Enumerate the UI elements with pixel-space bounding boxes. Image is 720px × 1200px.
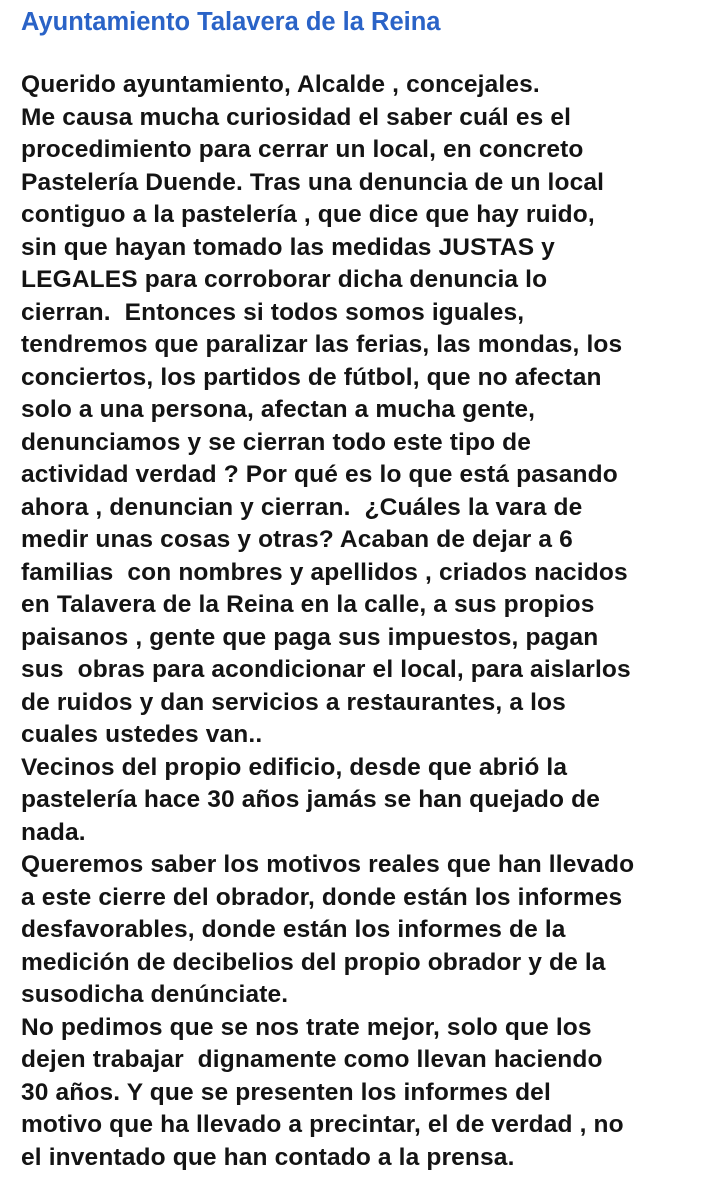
post-line: LEGALES para corroborar dicha denuncia lo [21, 266, 548, 293]
post-line: medición de decibelios del propio obrador y de la [21, 948, 606, 976]
post-line: conciertos, los partidos de fútbol, que no afectan [21, 363, 602, 391]
post-line: paisanos , gente que paga sus impuestos, pagan [21, 623, 599, 651]
post-line: en Talavera de la Reina en la calle, a sus propios [21, 591, 595, 618]
post-line: Pastelería Duende. Tras una denuncia de un local [21, 168, 605, 196]
post-line: procedimiento para cerrar un local, en concreto [21, 136, 584, 163]
post-line: de ruidos y dan servicios a restaurantes, a los [21, 688, 566, 716]
post-line: familias con nombres y apellidos , criados nacidos [21, 558, 628, 586]
post-line: dejen trabajar dignamente como llevan haciendo [21, 1046, 603, 1073]
post-line: Vecinos del propio edificio, desde que abrió la [21, 753, 568, 781]
post-title[interactable]: Ayuntamiento Talavera de la Reina [21, 8, 441, 36]
post-line: cierran. Entonces si todos somos iguales, [21, 298, 525, 326]
post-line: ahora , denuncian y cierran. ¿Cuáles la vara de [21, 493, 583, 521]
post-line: No pedimos que se nos trate mejor, solo que los [21, 1013, 592, 1041]
post-line: Querido ayuntamiento, Alcalde , concejales. [21, 71, 540, 98]
post-line: contiguo a la pastelería , que dice que hay ruido, [21, 201, 595, 228]
post-line: Me causa mucha curiosidad el saber cuál es el [21, 103, 572, 131]
post-line: pastelería hace 30 años jamás se han quejado de [21, 786, 600, 813]
post-body [21, 69, 711, 1174]
post-line: Queremos saber los motivos reales que han llevado [21, 851, 635, 878]
post-line: motivo que ha llevado a precintar, el de verdad , no [21, 1111, 624, 1138]
post-line: actividad verdad ? Por qué es lo que está pasando [21, 461, 618, 488]
post-line: medir unas cosas y otras? Acaban de dejar a 6 [21, 526, 573, 553]
post-line: denunciamos y se cierran todo este tipo de [21, 428, 532, 456]
post-line: tendremos que paralizar las ferias, las mondas, los [21, 331, 623, 358]
post-line: sus obras para acondicionar el local, para aislarlos [21, 656, 631, 683]
post-line: desfavorables, donde están los informes de la [21, 916, 566, 943]
post-line: el inventado que han contado a la prensa. [21, 1143, 515, 1171]
post-line: 30 años. Y que se presenten los informes del [21, 1078, 551, 1106]
post-line: nada. [21, 818, 86, 846]
post-line: a este cierre del obrador, donde están los informes [21, 883, 623, 911]
post-line: susodicha denúnciate. [21, 981, 289, 1008]
post-line: solo a una persona, afectan a mucha gente, [21, 396, 536, 423]
post-line: cuales ustedes van.. [21, 721, 263, 748]
post-line: sin que hayan tomado las medidas JUSTAS y [21, 233, 555, 261]
